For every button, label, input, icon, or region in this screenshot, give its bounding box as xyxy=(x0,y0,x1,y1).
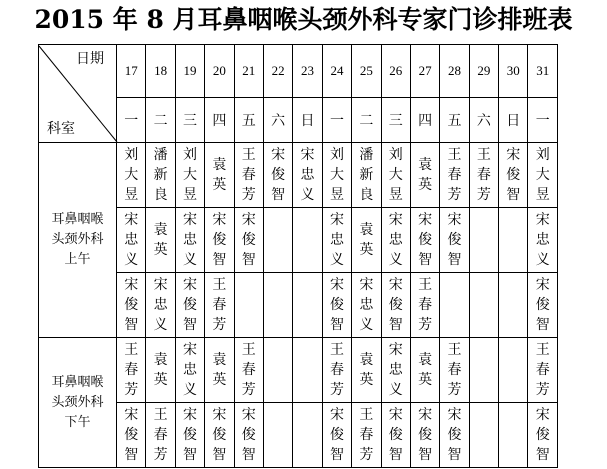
doctor-cell xyxy=(381,273,410,338)
doctor-cell xyxy=(234,338,263,403)
doctor-cell xyxy=(293,143,322,208)
doctor-name: 宋俊智 xyxy=(182,407,197,463)
doctor-name: 袁 英 xyxy=(359,352,388,388)
doctor-name: 宋俊智 xyxy=(212,407,227,463)
section-label: 耳鼻咽喉 头颈外科 上午 xyxy=(39,143,117,338)
doctor-name: 袁 英 xyxy=(153,352,182,388)
doctor-name: 王春芳 xyxy=(124,342,139,398)
doctor-cell xyxy=(175,273,204,338)
doctor-name: 王春芳 xyxy=(359,407,374,463)
doctor-cell xyxy=(440,143,469,208)
day-number: 25 xyxy=(352,45,381,98)
doctor-cell xyxy=(293,338,322,403)
doctor-cell xyxy=(499,403,528,468)
doctor-cell xyxy=(381,338,410,403)
doctor-name: 袁 英 xyxy=(153,222,182,258)
doctor-name: 宋俊智 xyxy=(418,407,433,463)
date-label: 日期 xyxy=(76,50,105,67)
doctor-cell xyxy=(469,338,498,403)
doctor-cell xyxy=(293,208,322,273)
doctor-cell xyxy=(499,338,528,403)
doctor-cell xyxy=(352,338,388,403)
doctor-cell xyxy=(205,338,241,403)
doctor-cell xyxy=(146,208,182,273)
doctor-cell xyxy=(381,403,410,468)
doctor-name: 宋忠义 xyxy=(153,277,168,333)
doctor-cell xyxy=(263,208,292,273)
doctor-cell xyxy=(440,338,469,403)
doctor-cell xyxy=(146,143,175,208)
doctor-cell xyxy=(410,273,439,338)
schedule-row xyxy=(39,338,558,403)
doctor-name: 宋俊智 xyxy=(535,407,550,463)
doctor-name: 王春芳 xyxy=(535,342,550,398)
doctor-name: 刘大昱 xyxy=(329,147,344,203)
weekday: 三 xyxy=(175,98,204,143)
doctor-name: 宋俊智 xyxy=(212,212,227,268)
doctor-cell xyxy=(352,143,381,208)
weekday: 日 xyxy=(293,98,322,143)
weekday: 五 xyxy=(440,98,469,143)
schedule-table xyxy=(38,44,558,468)
schedule-row xyxy=(39,208,558,273)
doctor-name: 王春芳 xyxy=(476,147,491,203)
doctor-name: 潘新良 xyxy=(153,147,168,203)
dept-label: 科室 xyxy=(47,120,75,137)
section-label: 耳鼻咽喉 头颈外科 下午 xyxy=(39,338,117,468)
doctor-name: 袁 英 xyxy=(212,157,241,193)
doctor-name: 王春芳 xyxy=(329,342,344,398)
doctor-cell xyxy=(205,143,241,208)
weekday: 四 xyxy=(410,98,439,143)
day-number: 26 xyxy=(381,45,410,98)
doctor-cell xyxy=(117,273,146,338)
day-number: 29 xyxy=(469,45,498,98)
day-number: 20 xyxy=(205,45,234,98)
doctor-name: 袁 英 xyxy=(418,157,447,193)
schedule-row xyxy=(39,403,558,468)
doctor-cell xyxy=(322,273,351,338)
doctor-cell xyxy=(469,273,498,338)
doctor-cell xyxy=(440,208,469,273)
doctor-cell xyxy=(528,273,558,338)
doctor-name: 宋俊智 xyxy=(241,212,256,268)
day-number: 24 xyxy=(322,45,351,98)
weekday: 日 xyxy=(499,98,528,143)
doctor-name: 宋俊智 xyxy=(182,277,197,333)
doctor-cell xyxy=(469,208,498,273)
doctor-cell xyxy=(146,403,175,468)
day-number: 27 xyxy=(410,45,439,98)
doctor-cell xyxy=(410,338,447,403)
day-number: 28 xyxy=(440,45,469,98)
doctor-name: 王春芳 xyxy=(241,147,256,203)
doctor-name: 宋俊智 xyxy=(418,212,433,268)
doctor-cell xyxy=(440,273,469,338)
doctor-name: 宋忠义 xyxy=(535,212,550,268)
doctor-name: 潘新良 xyxy=(359,147,374,203)
doctor-cell xyxy=(117,208,146,273)
doctor-name: 宋忠义 xyxy=(359,277,374,333)
doctor-cell xyxy=(410,208,439,273)
doctor-name: 袁英 xyxy=(359,222,374,258)
doctor-cell xyxy=(499,143,528,208)
weekday: 三 xyxy=(381,98,410,143)
doctor-name: 宋忠义 xyxy=(329,212,344,268)
day-number: 22 xyxy=(263,45,292,98)
doctor-cell xyxy=(146,273,175,338)
day-number: 23 xyxy=(293,45,322,98)
doctor-name: 王春芳 xyxy=(153,407,168,463)
weekday: 一 xyxy=(322,98,351,143)
doctor-name: 宋俊智 xyxy=(388,277,403,333)
day-number: 31 xyxy=(528,45,558,98)
doctor-cell xyxy=(322,208,351,273)
doctor-cell xyxy=(322,338,351,403)
doctor-cell xyxy=(175,338,204,403)
weekday: 五 xyxy=(234,98,263,143)
doctor-name: 宋忠义 xyxy=(182,342,197,398)
doctor-cell xyxy=(440,403,469,468)
day-number: 17 xyxy=(117,45,146,98)
weekday: 四 xyxy=(205,98,234,143)
doctor-cell xyxy=(352,208,381,273)
doctor-name: 刘大昱 xyxy=(182,147,197,203)
doctor-name: 王春芳 xyxy=(418,277,433,333)
doctor-name: 刘大昱 xyxy=(388,147,403,203)
doctor-name: 宋俊智 xyxy=(124,277,139,333)
doctor-cell xyxy=(263,403,292,468)
doctor-cell xyxy=(175,403,204,468)
doctor-name: 宋忠义 xyxy=(182,212,197,268)
doctor-name: 宋俊智 xyxy=(329,407,344,463)
page-title: 2015 年 8 月耳鼻咽喉头颈外科专家门诊排班表 xyxy=(34,5,573,34)
doctor-cell xyxy=(234,143,263,208)
doctor-cell xyxy=(117,338,146,403)
doctor-name: 宋俊智 xyxy=(388,407,403,463)
weekday: 六 xyxy=(469,98,498,143)
doctor-name: 袁 英 xyxy=(418,352,447,388)
doctor-name: 宋俊智 xyxy=(271,147,286,203)
doctor-name: 王春芳 xyxy=(241,342,256,398)
doctor-cell xyxy=(381,208,410,273)
doctor-cell xyxy=(528,338,558,403)
doctor-name: 宋俊智 xyxy=(506,147,521,203)
doctor-name: 王春芳 xyxy=(447,342,462,398)
day-number: 30 xyxy=(499,45,528,98)
weekday: 六 xyxy=(263,98,292,143)
day-number: 19 xyxy=(175,45,204,98)
doctor-name: 宋忠义 xyxy=(388,342,403,398)
schedule-row xyxy=(39,273,558,338)
doctor-name: 袁 英 xyxy=(212,352,241,388)
weekday: 二 xyxy=(352,98,381,143)
doctor-cell xyxy=(175,208,204,273)
schedule-row xyxy=(39,143,558,208)
doctor-cell xyxy=(528,403,558,468)
weekday: 二 xyxy=(146,98,175,143)
doctor-cell xyxy=(381,143,410,208)
doctor-cell xyxy=(234,273,263,338)
doctor-cell xyxy=(469,403,498,468)
doctor-cell xyxy=(352,273,381,338)
doctor-name: 刘大昱 xyxy=(124,147,139,203)
doctor-cell xyxy=(263,143,292,208)
doctor-name: 王春芳 xyxy=(447,147,462,203)
doctor-name: 宋俊智 xyxy=(124,407,139,463)
doctor-cell xyxy=(234,208,263,273)
doctor-cell xyxy=(499,208,528,273)
doctor-cell xyxy=(234,403,263,468)
doctor-name: 宋俊智 xyxy=(447,407,462,463)
doctor-cell xyxy=(469,143,498,208)
doctor-cell xyxy=(410,143,447,208)
doctor-cell xyxy=(205,208,234,273)
doctor-cell xyxy=(499,273,528,338)
doctor-cell xyxy=(322,143,351,208)
doctor-cell xyxy=(146,338,182,403)
doctor-name: 刘大昱 xyxy=(535,147,550,203)
doctor-cell xyxy=(263,273,292,338)
doctor-cell xyxy=(410,403,439,468)
doctor-cell xyxy=(117,143,146,208)
doctor-name: 宋俊智 xyxy=(329,277,344,333)
doctor-cell xyxy=(205,273,234,338)
doctor-cell xyxy=(293,273,322,338)
doctor-name: 宋俊智 xyxy=(447,212,462,268)
doctor-cell xyxy=(528,143,558,208)
doctor-cell xyxy=(322,403,351,468)
day-number: 18 xyxy=(146,45,175,98)
corner-cell xyxy=(39,45,117,143)
doctor-name: 王春芳 xyxy=(212,277,227,333)
doctor-name: 宋忠义 xyxy=(388,212,403,268)
doctor-name: 宋俊智 xyxy=(535,277,550,333)
day-number: 21 xyxy=(234,45,263,98)
doctor-name: 宋俊智 xyxy=(241,407,256,463)
weekday: 一 xyxy=(117,98,146,143)
doctor-cell xyxy=(352,403,381,468)
doctor-name: 宋忠义 xyxy=(300,147,315,203)
doctor-cell xyxy=(263,338,292,403)
doctor-name: 宋忠义 xyxy=(124,212,139,268)
doctor-cell xyxy=(293,403,322,468)
doctor-cell xyxy=(117,403,146,468)
header-row-days xyxy=(39,45,558,98)
weekday: 一 xyxy=(528,98,558,143)
doctor-cell xyxy=(528,208,558,273)
doctor-cell xyxy=(205,403,234,468)
doctor-cell xyxy=(175,143,204,208)
